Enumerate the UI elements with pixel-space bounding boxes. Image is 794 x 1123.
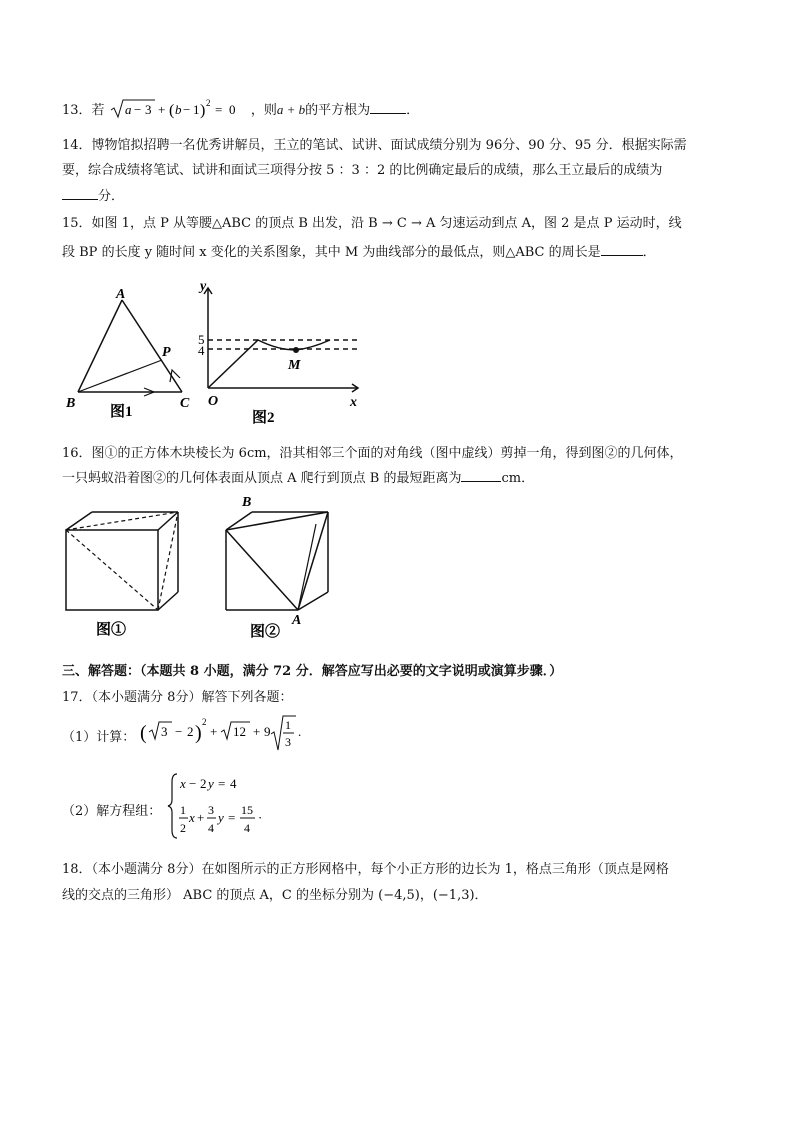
svg-text:2: 2 [187, 724, 194, 739]
svg-text:.: . [298, 724, 302, 739]
q13-answer-blank [370, 101, 406, 114]
svg-text:x: x [180, 776, 186, 791]
q17-intro: 17．（本小题满分 8分）解答下列各题： [62, 690, 293, 705]
svg-text:4: 4 [230, 776, 237, 791]
svg-text:+: + [197, 810, 205, 825]
q15-line-2: 段 BP 的长度 y 随时间 x 变化的关系图象，其中 M 为曲线部分的最低点，则△ABC 的周长是 ． [62, 245, 656, 260]
svg-text:−: − [189, 776, 197, 791]
q16-fig2-label-A: A [292, 613, 302, 628]
q16-figure-1-cube [60, 508, 190, 644]
svg-text:15: 15 [241, 803, 253, 817]
fig1-caption: 图1 [110, 404, 133, 420]
svg-text:2: 2 [200, 776, 207, 791]
fig2-label-O: O [208, 394, 219, 409]
q13-formula [109, 98, 247, 120]
fig2-tick-4: 4 [198, 343, 205, 358]
q16-figure-2-cut-cube [218, 494, 348, 642]
svg-text:x: x [189, 810, 195, 825]
svg-text:1: 1 [285, 718, 291, 732]
svg-text:b: b [174, 102, 182, 117]
svg-text:2: 2 [205, 98, 211, 108]
svg-text:a: a [124, 102, 132, 117]
q17-part-2-system [168, 772, 288, 840]
svg-text:=: = [218, 776, 226, 791]
q13-number: 13．若 [62, 103, 105, 118]
q14-line-2: 要，综合成绩将笔试、试讲和面试三项得分按 5 ：3 ：2 的比例确定最后的成绩，那么王立最后的成绩为 [62, 163, 663, 178]
svg-text:3: 3 [144, 102, 152, 117]
svg-text:1: 1 [180, 803, 186, 817]
svg-text:3: 3 [285, 735, 291, 749]
svg-text:=: = [214, 102, 223, 117]
q18-line-1: 18．（本小题满分 8分）在如图所示的正方形网格中，每个小正方形的边长为 1，格点三角形（顶点是网格 [62, 862, 669, 877]
fig1-label-C: C [180, 396, 190, 411]
svg-text:y: y [218, 810, 224, 825]
fig2-label-x: x [350, 395, 357, 410]
q14-line-1: 14．博物馆拟招聘一名优秀讲解员，王立的笔试、试讲、面试成绩分别为 96分、90 分、95 分．根据实际需 [62, 138, 687, 153]
section-3-heading: 三、解答题：（本题共 8 小题，满分 72 分．解答应写出必要的文字说明或演算步骤．） [62, 664, 563, 679]
fig2-caption: 图2 [252, 410, 275, 426]
q17-part-1: （1）计算： [62, 730, 136, 745]
svg-text:−: − [182, 102, 191, 117]
svg-text:2: 2 [202, 717, 207, 727]
q16-answer-blank [461, 469, 501, 482]
svg-text:4: 4 [208, 821, 214, 835]
svg-text:3: 3 [208, 803, 214, 817]
svg-text:(: ( [140, 722, 147, 744]
q15-figure-2-graph [194, 278, 370, 426]
svg-text:y: y [208, 776, 214, 791]
fig1-label-A: A [116, 287, 126, 302]
svg-text:9: 9 [264, 724, 271, 739]
svg-text:·: · [258, 810, 263, 825]
q18-line-2: 线的交点的三角形） ABC 的顶点 A，C 的坐标分别为 (−4,5)，(−1,3)． [62, 888, 488, 903]
q15-figure-1-triangle [60, 280, 200, 420]
q16-fig1-caption: 图① [96, 622, 127, 638]
q15-answer-blank [601, 243, 643, 256]
svg-text:3: 3 [161, 724, 168, 739]
q15-line-1: 15．如图 1，点 P 从等腰△ABC 的顶点 B 出发，沿 B → C → A 匀速运动到点 A，图 2 是点 P 运动时，线 [62, 216, 682, 231]
svg-text:−: − [175, 724, 183, 739]
fig1-label-B: B [66, 396, 76, 411]
svg-text:4: 4 [244, 821, 250, 835]
svg-text:): ) [195, 722, 202, 744]
svg-text:−: − [133, 102, 142, 117]
svg-text:+: + [210, 724, 218, 739]
svg-text:(: ( [168, 102, 175, 119]
svg-text:): ) [199, 102, 206, 119]
fig2-label-M: M [288, 358, 301, 373]
question-13: 13．若 a − 3 + ( b − 1 ) 2 = 0 ，则a + b的平方根为 ． [62, 98, 420, 119]
svg-text:=: = [228, 810, 236, 825]
svg-text:12: 12 [233, 724, 246, 739]
fig2-tick-5: 5 [198, 332, 205, 347]
q16-line-1: 16．图①的正方体木块棱长为 6cm，沿其相邻三个面的对角线（图中虚线）剪掉一角，得到图②的几何体， [62, 446, 683, 461]
q16-fig2-label-B: B [242, 495, 252, 510]
q14-answer-blank [62, 187, 98, 200]
svg-text:2: 2 [180, 821, 186, 835]
svg-text:+: + [157, 102, 166, 117]
fig1-label-P: P [162, 345, 171, 360]
svg-text:0: 0 [228, 102, 236, 117]
q16-line-2: 一只蚂蚁沿着图②的几何体表面从顶点 A 爬行到顶点 B 的最短距离为 cm． [62, 471, 535, 486]
q14-line-3: 分． [62, 185, 124, 204]
fig2-label-y: y [200, 279, 207, 294]
svg-text:+: + [253, 724, 261, 739]
q17-part-1-formula [140, 712, 310, 754]
q16-fig2-caption: 图② [250, 624, 281, 640]
svg-text:1: 1 [192, 102, 200, 117]
q17-part-2: （2）解方程组： [62, 804, 162, 819]
